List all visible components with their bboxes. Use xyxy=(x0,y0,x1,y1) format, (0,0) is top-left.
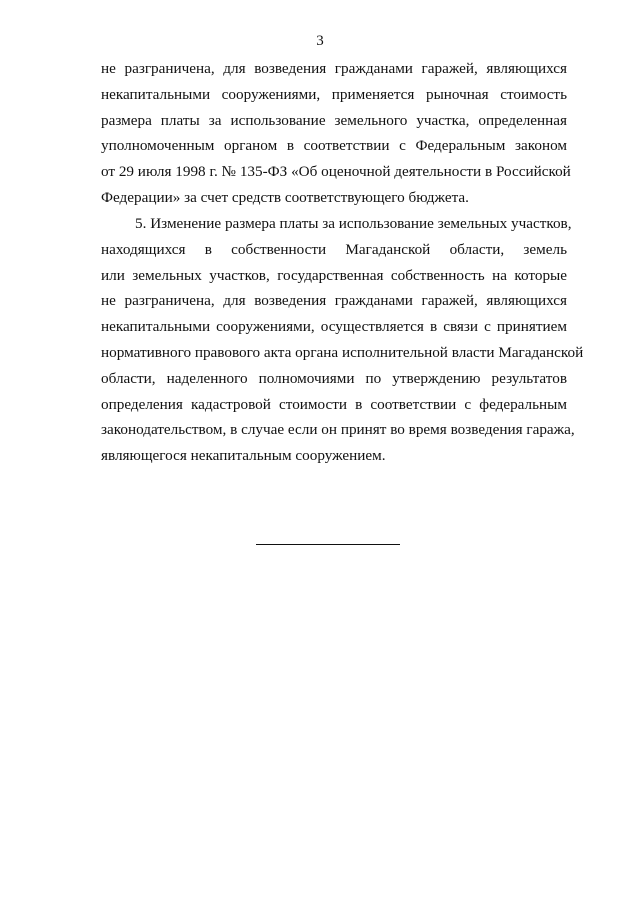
text-line: находящихся в собственности Магаданской области, земель xyxy=(101,240,567,258)
text-line: законодательством, в случае если он принят во время возведения гаража, xyxy=(101,421,575,439)
page-number: 3 xyxy=(316,33,324,49)
paragraph-5 xyxy=(101,211,584,469)
text-line: не разграничена, для возведения гражданами гаражей, являющихся xyxy=(101,292,567,310)
text-line: 5. Изменение размера платы за использование земельных участков, xyxy=(135,215,572,232)
text-line: не разграничена, для возведения гражданами гаражей, являющихся xyxy=(101,60,567,77)
text-line: являющегося некапитальным сооружением. xyxy=(101,447,386,465)
end-of-document-rule xyxy=(256,544,400,545)
text-line: нормативного правового акта органа исполнительной власти Магаданской xyxy=(101,343,584,361)
text-line: Федерации» за счет средств соответствующего бюджета. xyxy=(101,188,469,206)
text-line: некапитальными сооружениями, применяется рыночная стоимость xyxy=(101,85,567,103)
text-line: определения кадастровой стоимости в соответствии с федеральным xyxy=(101,395,567,413)
text-line: области, наделенного полномочиями по утверждению результатов xyxy=(101,369,567,387)
text-line: уполномоченным органом в соответствии с Федеральным законом xyxy=(101,137,567,155)
text-line: от 29 июля 1998 г. № 135-ФЗ «Об оценочной деятельности в Российской xyxy=(101,163,571,181)
paragraph-continuation xyxy=(101,56,571,211)
text-line: размера платы за использование земельного участка, определенная xyxy=(101,111,567,129)
text-line: некапитальными сооружениями, осуществляется в связи с принятием xyxy=(101,318,567,336)
text-line: или земельных участков, государственная собственность на которые xyxy=(101,266,567,284)
